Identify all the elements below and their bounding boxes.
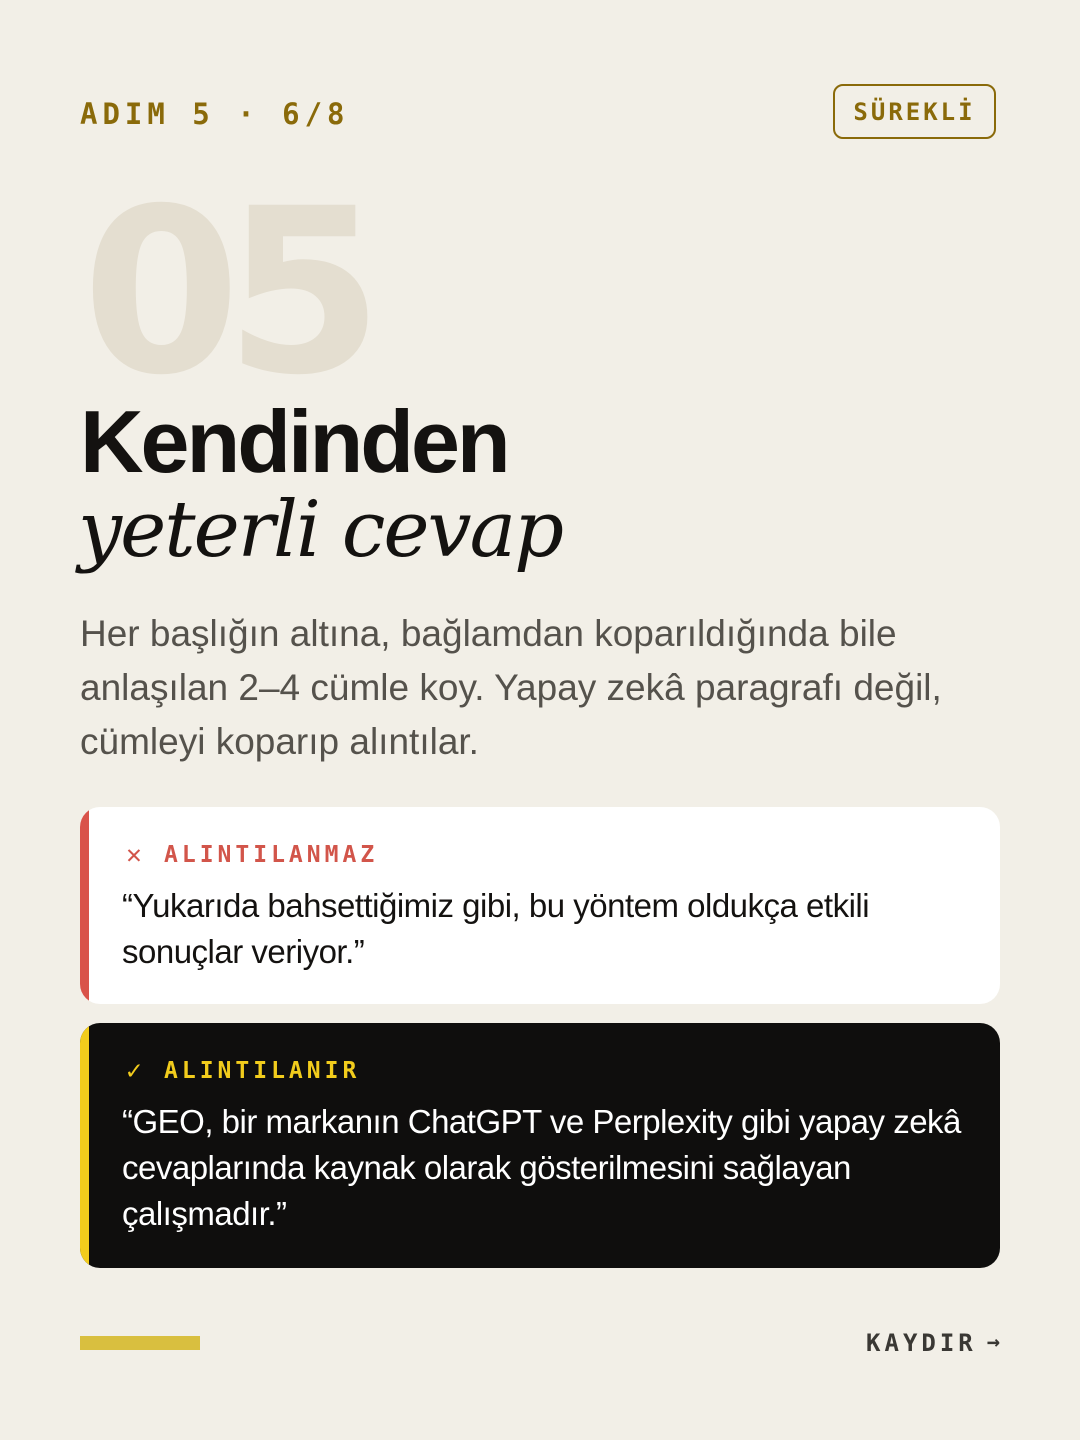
step-number: 05: [82, 159, 368, 425]
scroll-hint[interactable]: [866, 1328, 1000, 1358]
good-example-card: [80, 1023, 1000, 1268]
bad-example-header: [122, 840, 378, 870]
page-title: Kendinden: [80, 392, 508, 491]
good-example-label: ALINTILANIR: [164, 1058, 361, 1084]
good-example-header: [122, 1056, 360, 1086]
good-example-text: “GEO, bir markanın ChatGPT ve Perplexity gibi yapay zekâ cevaplarında kaynak olarak gösterilmesini sağlayan çalışmadır.”: [122, 1103, 961, 1232]
check-icon: ✓: [126, 1056, 142, 1086]
close-icon: ✕: [126, 840, 142, 870]
bad-accent-bar: [80, 807, 89, 1004]
step-label: ADIM 5 · 6/8: [80, 97, 350, 131]
bad-example-label: ALINTILANMAZ: [164, 842, 379, 868]
progress-indicator: [80, 1336, 200, 1350]
bad-example-card: [80, 807, 1000, 1004]
bad-example-text: “Yukarıda bahsettiğimiz gibi, bu yöntem oldukça etkili sonuçlar veriyor.”: [122, 887, 870, 970]
scroll-label: KAYDIR: [866, 1329, 977, 1357]
good-accent-bar: [80, 1023, 89, 1268]
arrow-right-icon: →: [986, 1330, 1000, 1355]
status-badge: SÜREKLİ: [833, 84, 996, 139]
page-title-italic: yeterli cevap: [78, 485, 563, 575]
description: Her başlığın altına, bağlamdan koparıldığında bile anlaşılan 2–4 cümle koy. Yapay zekâ paragrafı değil, cümleyi koparıp alıntılar.: [80, 613, 942, 762]
